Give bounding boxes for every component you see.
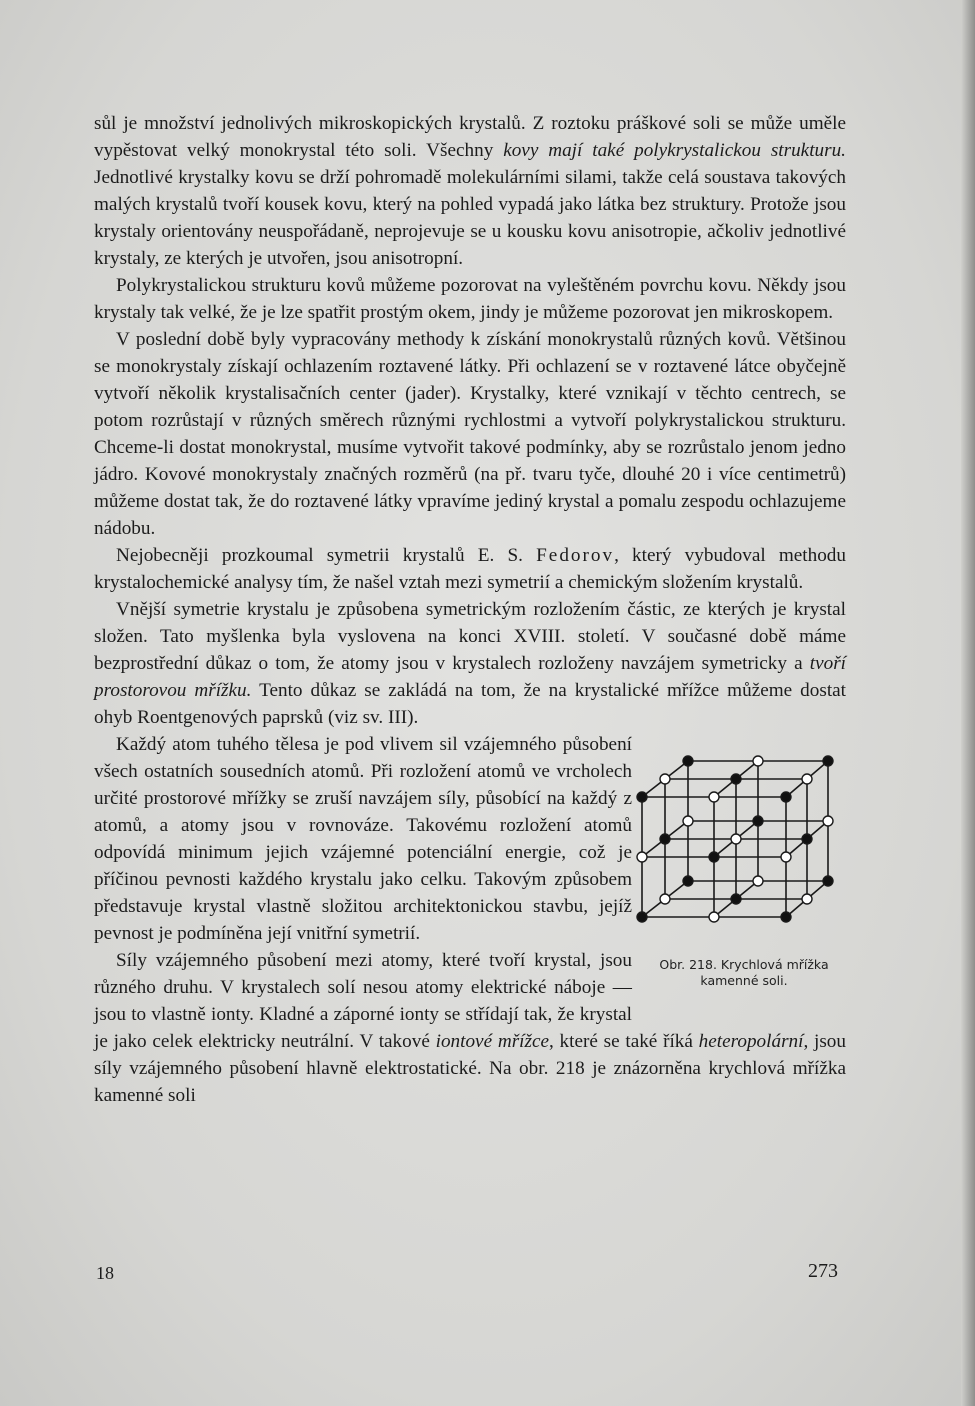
paragraph-1 [94,110,846,272]
body-text [94,110,846,1109]
page-edge [961,0,975,1406]
emphasis-text: kovy mají také polykrystalickou strukturu. [503,140,846,161]
cubic-lattice-diagram-icon [632,745,842,955]
text-run: Síly vzájemného působení mezi atomy, které tvoří krystal, jsou různého druhu. V krystalech solí nesou atomy elektrické náboje — jsou to vlastně ionty. Kladné a záporné ionty se střídají tak, že krystal je jako celek elektricky neutrální. V takové [94,950,632,1052]
text-run: , které se také říká [549,1031,699,1052]
text-run: , který vybudoval methodu krystalochemické analysy tím, že našel vztah mezi symetrií a chemickým složením krystalů. [94,545,846,593]
paragraph-5 [94,596,846,731]
figure-caption: Obr. 218. Krychlová mřížka kamenné soli. [659,957,829,988]
signature-mark: 18 [96,1263,114,1283]
page-number: 273 [808,1260,838,1282]
text-run: Tento důkaz se zakládá na tom, že na krystalické mřížce můžeme dostat ohyb Roentgenových paprsků (viz sv. III). [94,680,846,728]
text-run: sůl je množství jednolivých mikroskopických krystalů. Z roztoku práškové soli se může uměle vypěstovat velký monokrystal této soli. Všechny [94,113,846,161]
text-run: Nejobecněji prozkoumal symetrii krystalů E. S. [116,545,537,566]
text-run: Jednotlivé krystalky kovu se drží pohromadě molekulárními silami, takže celá soustava takových malých krystalů tvoří kousek kovu, který na pohled vypadá jako látka bez struktury. Protože jsou krystaly orientovány neuspořádaně, neprojevuje se u kousku kovu anisotropie, ačkoliv jednotlivé krystaly, ze kterých je utvořen, jsou anisotropní. [94,167,846,269]
emphasis-text: tvoří prostorovou mřížku. [94,653,846,701]
emphasis-text: iontové mřížce [435,1031,549,1052]
emphasis-text: heteropolární [698,1031,804,1052]
text-run: Vnější symetrie krystalu je způsobena symetrickým rozložením částic, ze kterých je krystal složen. Tato myšlenka byla vyslovena na konci XVIII. století. V současné době máme bezprostřední důkaz o tom, že atomy jsou v krystalech rozloženy navzájem symetricky a [94,599,846,674]
figure-218 [642,731,846,1027]
author-name: Fedorov [536,545,615,566]
text-run: , jsou síly vzájemného působení hlavně elektrostatické. Na obr. 218 je znázorněna krychlová mřížka kamenné soli [94,1031,846,1106]
paragraph-6: Každý atom tuhého tělesa je pod vlivem sil vzájemného působení všech ostatních sousedních atomů. Při rozložení atomů ve vrcholech určité prostorové mřížky se zruší navzájem síly, působící na každý z atomů, a atomy jsou v rovnováze. Takovému rozložení atomů odpovídá minimum jejich vzájemné potenciální energie, což je příčinou pevnosti každého krystalu jako celku. Takovým způsobem představuje krystal vlastně složitou architektonickou stavbu, jejíž pevnost je podmíněna její vnitřní symetrií. [94,734,632,944]
paragraph-2: Polykrystalickou strukturu kovů můžeme pozorovat na vyleštěném povrchu kovu. Někdy jsou krystaly tak velké, že je lze spatřit prostým okem, jindy je můžeme pozorovat jen mikroskopem. [94,275,846,323]
paragraph-4 [94,542,846,596]
paragraph-3: V poslední době byly vypracovány methody k získání monokrystalů různých kovů. Většinou se monokrystaly získají ochlazením roztavené látky. Při ochlazení se v roztavené látce obyčejně vytvoří několik krystalisačních center (jader). Krystalky, které vznikají v těchto centrech, se potom rozrůstají v různých směrech různými rychlostmi a vytvoří polykrystalickou strukturu. Chceme-li dostat monokrystal, musíme vytvořit takové podmínky, aby se rozrůstalo jenom jedno jádro. Kovové monokrystaly značných rozměrů (na př. tvaru tyče, dlouhé 20 i více centimetrů) můžeme dostat tak, že do roztavené látky vpravíme jediný krystal a pomalu zespodu ochlazujeme nádobu. [94,329,846,539]
